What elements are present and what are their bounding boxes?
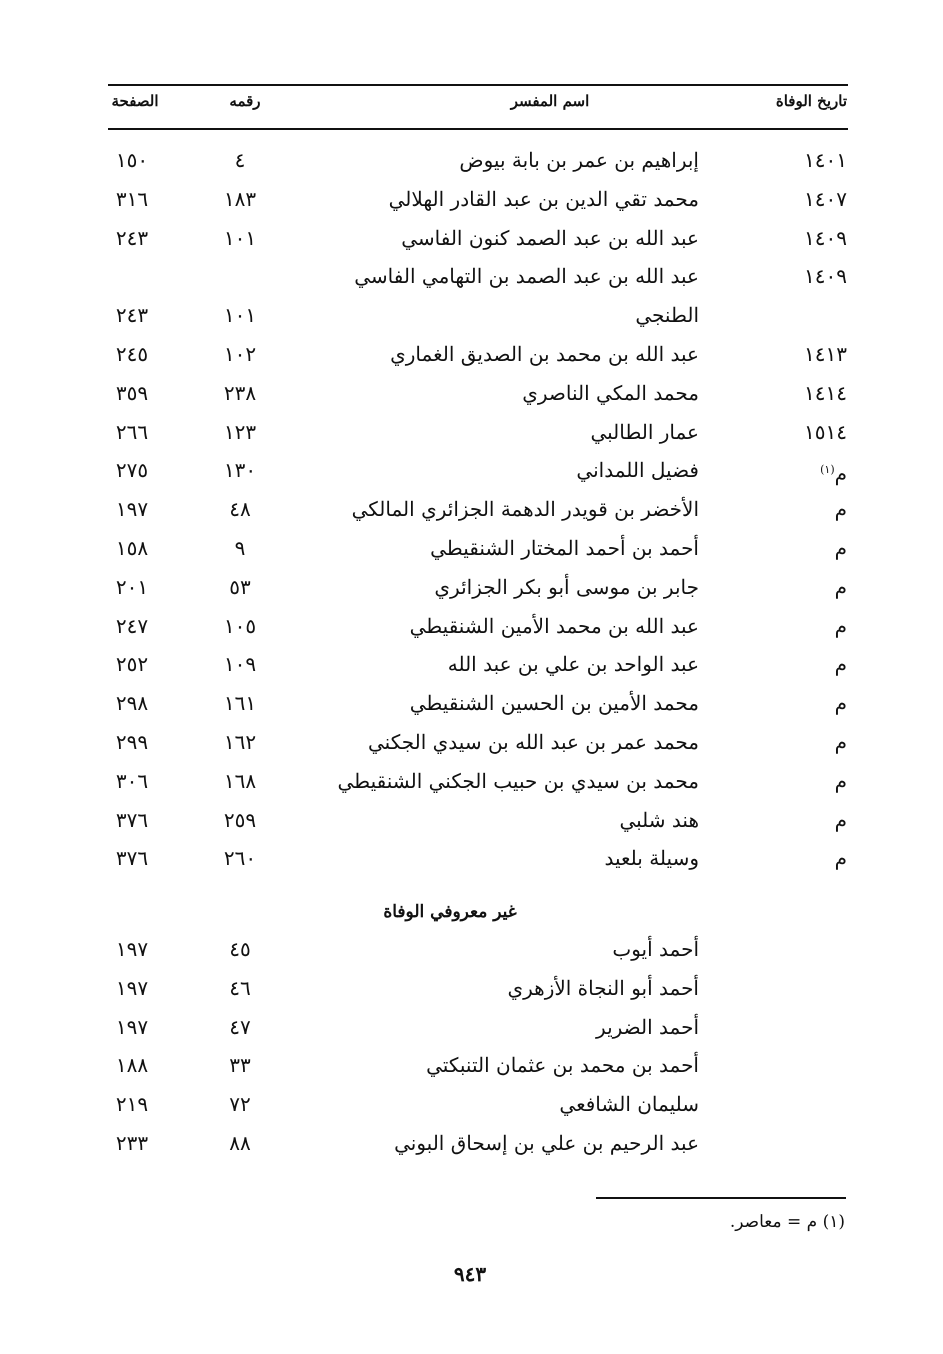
table-row	[0, 335, 943, 373]
death-date: م	[834, 536, 847, 560]
death-date: م	[834, 652, 847, 677]
page-ref: ٢٤٧	[115, 613, 149, 638]
page-ref: ٣٧٦	[115, 846, 149, 871]
death-date: م$^{(١)}$	[820, 462, 847, 487]
entry-number: ٤	[234, 148, 246, 172]
table-row	[0, 969, 943, 1007]
table-row	[0, 219, 943, 257]
exegete-name: أحمد الضرير	[596, 1014, 699, 1039]
exegete-name: محمد المكي الناصري	[522, 380, 699, 405]
page-number: ٩٤٣	[453, 1262, 487, 1286]
table-row	[0, 257, 943, 295]
table-row	[0, 607, 943, 645]
page-ref: ٣٧٦	[115, 807, 149, 832]
page-ref: ٢٦٦	[115, 419, 149, 444]
exegete-name: محمد عمر بن عبد الله بن سيدي الجكني	[367, 730, 699, 754]
table-row	[0, 645, 943, 683]
death-date: م	[834, 613, 847, 638]
entry-number: ١٠١	[223, 225, 257, 250]
page-ref: ١٥٠	[115, 148, 149, 172]
table-row	[0, 684, 943, 722]
table-row	[0, 451, 943, 489]
entry-number: ١٦١	[223, 691, 257, 716]
exegete-name: أحمد بن أحمد المختار الشنقيطي	[430, 536, 699, 560]
death-date: ١٤١٣	[804, 342, 847, 366]
death-date: م	[834, 691, 847, 716]
table-row	[0, 723, 943, 761]
exegete-name: أحمد أبو النجاة الأزهري	[507, 975, 699, 1000]
table-row	[0, 141, 943, 179]
exegete-name: هند شلبي	[619, 807, 699, 832]
page-ref: ٢٩٩	[115, 730, 149, 754]
page-ref: ٢٧٥	[115, 458, 149, 483]
entry-number: ١٠٥	[223, 613, 257, 638]
page-ref: ٢٠١	[115, 574, 149, 599]
entry-number: ٤٧	[229, 1014, 251, 1039]
entry-number: ١٠٩	[223, 652, 257, 677]
page-ref: ٢٥٢	[115, 652, 149, 677]
death-date: ١٤٠٧	[804, 186, 847, 211]
footnote-marker: (١)	[820, 463, 835, 477]
entry-number: ١٢٣	[223, 419, 257, 444]
exegete-name: محمد بن سيدي بن حبيب الجكني الشنقيطي	[337, 768, 699, 793]
page-ref: ٢٤٣	[115, 303, 149, 328]
table-row	[0, 1046, 943, 1084]
header-death-date: تاريخ الوفاة	[775, 92, 847, 110]
entry-number: ١٣٠	[223, 458, 257, 483]
table-row	[0, 296, 943, 334]
exegete-name: محمد الأمين بن الحسين الشنقيطي	[409, 691, 699, 716]
exegete-name: الطنجي	[635, 303, 699, 328]
death-date: م	[834, 730, 847, 754]
top-rule	[108, 84, 848, 86]
page-ref: ٢١٩	[115, 1092, 149, 1117]
entry-number: ١٦٨	[223, 768, 257, 793]
entry-number: ٣٣	[229, 1053, 251, 1078]
exegete-name: جابر بن موسى أبو بكر الجزائري	[434, 574, 699, 599]
exegete-name: عمار الطالبي	[590, 419, 699, 444]
exegete-name: عبد الله بن عبد الصمد بن التهامي الفاسي	[354, 264, 699, 289]
table-row	[0, 490, 943, 528]
death-date: ١٤١٤	[804, 380, 847, 405]
page-ref: ٣٠٦	[115, 768, 149, 793]
death-date: م	[834, 497, 847, 522]
death-date: ١٥١٤	[804, 419, 847, 444]
entry-number: ٢٦٠	[223, 846, 257, 871]
exegete-name: إبراهيم بن عمر بن بابة بيوض	[459, 148, 699, 172]
table-row	[0, 762, 943, 800]
death-date: ١٤٠٩	[804, 264, 847, 289]
death-date: ١٤٠٩	[804, 225, 847, 250]
page-ref: ١٩٧	[115, 937, 149, 961]
exegete-name: عبد الواحد بن علي بن عبد الله	[447, 652, 699, 677]
table-row	[0, 801, 943, 839]
table-row	[0, 180, 943, 218]
page-ref: ١٩٧	[115, 1014, 149, 1039]
footnote-rule	[596, 1197, 846, 1199]
page-ref: ٢٩٨	[115, 691, 149, 716]
entry-number: ٢٣٨	[223, 380, 257, 405]
entry-number: ٢٥٩	[223, 807, 257, 832]
header-exegete-name: اسم المفسر	[510, 92, 590, 110]
table-row	[0, 930, 943, 968]
exegete-name: عبد الله بن عبد الصمد كنون الفاسي	[401, 225, 699, 250]
page-ref: ٢٣٣	[115, 1131, 149, 1155]
exegete-name: عبد الله بن محمد بن الصديق الغماري	[390, 342, 699, 366]
table-row	[0, 1124, 943, 1162]
entry-number: ١٦٢	[223, 730, 257, 754]
entry-number: ٥٣	[229, 574, 251, 599]
entry-number: ٤٦	[229, 975, 251, 1000]
exegete-name: أحمد بن محمد بن عثمان التنبكتي	[426, 1053, 699, 1078]
page-ref: ٢٤٥	[115, 342, 149, 366]
exegete-name: الأخضر بن قويدر الدهمة الجزائري المالكي	[351, 497, 699, 522]
table-row	[0, 568, 943, 606]
table-row	[0, 1085, 943, 1123]
page-ref: ١٩٧	[115, 975, 149, 1000]
page-ref: ١٨٨	[115, 1053, 149, 1078]
header-number: رقمه	[229, 92, 261, 110]
entry-number: ١٨٣	[223, 186, 257, 211]
death-date: م	[834, 846, 847, 871]
death-date: م	[834, 574, 847, 599]
exegete-name: فضيل اللمداني	[576, 458, 699, 483]
exegete-name: عبد الله بن محمد الأمين الشنقيطي	[409, 613, 699, 638]
exegete-name: محمد تقي الدين بن عبد القادر الهلالي	[388, 186, 699, 211]
page-ref: ٣١٦	[115, 186, 149, 211]
entry-number: ٧٢	[229, 1092, 251, 1117]
death-date: م	[834, 807, 847, 832]
table-row	[0, 839, 943, 877]
exegete-name: سليمان الشافعي	[559, 1092, 699, 1117]
page-ref: ١٩٧	[115, 497, 149, 522]
entry-number: ٤٥	[229, 937, 251, 961]
page-ref: ٢٤٣	[115, 225, 149, 250]
death-date: ١٤٠١	[804, 148, 847, 172]
entry-number: ٨٨	[229, 1131, 251, 1155]
table-row	[0, 413, 943, 451]
exegete-name: وسيلة بلعيد	[604, 846, 699, 871]
header-page: الصفحة	[111, 92, 159, 110]
page-ref: ١٥٨	[115, 536, 149, 560]
table-row	[0, 1008, 943, 1046]
entry-number: ٤٨	[229, 497, 251, 522]
entry-number: ١٠٢	[223, 342, 257, 366]
entry-number: ٩	[234, 536, 246, 560]
table-row	[0, 529, 943, 567]
page-ref: ٣٥٩	[115, 380, 149, 405]
section-title: غير معروفي الوفاة	[383, 902, 517, 922]
entry-number: ١٠١	[223, 303, 257, 328]
exegete-name: عبد الرحيم بن علي بن إسحاق البوني	[394, 1131, 699, 1155]
table-row	[0, 374, 943, 412]
header-rule	[108, 128, 848, 130]
exegete-name: أحمد أيوب	[612, 937, 699, 961]
death-date: م	[834, 768, 847, 793]
footnote: (١) م = معاصر.	[729, 1212, 845, 1232]
